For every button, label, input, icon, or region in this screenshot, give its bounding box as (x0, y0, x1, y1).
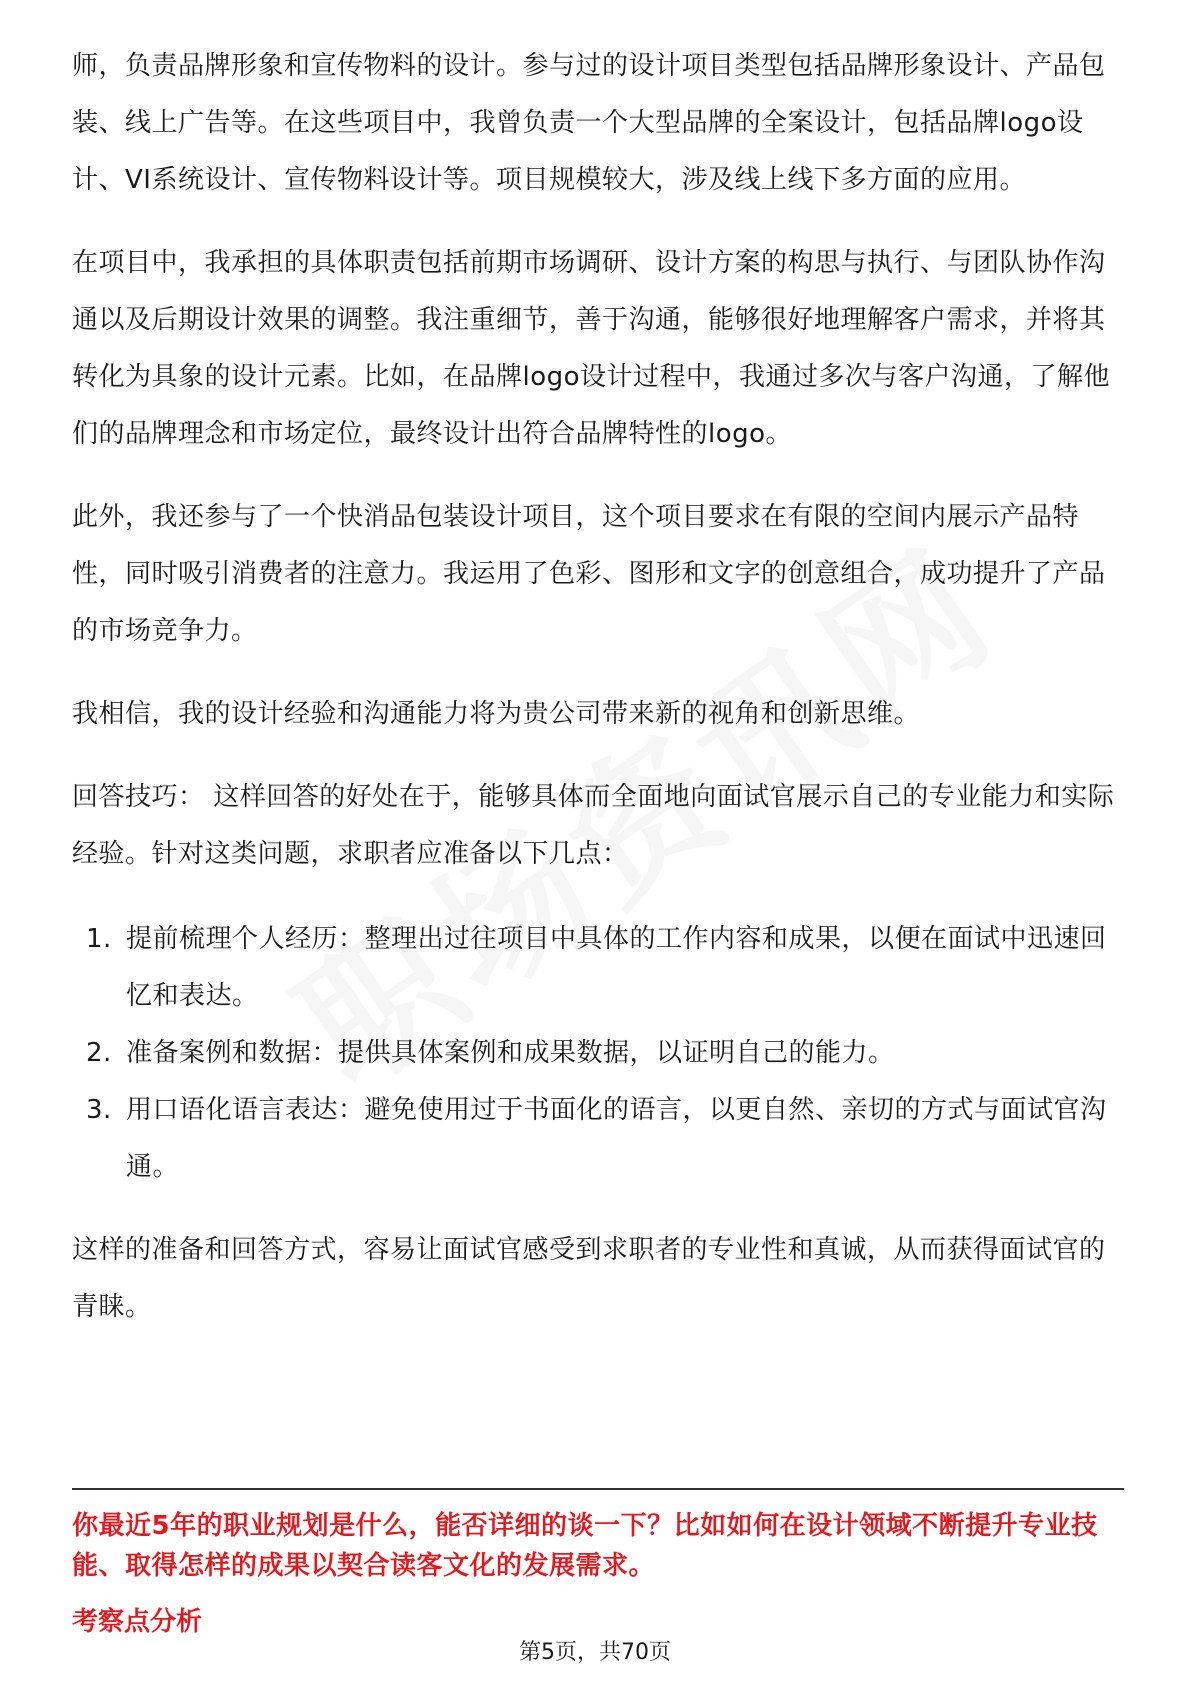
paragraph-3: 此外，我还参与了一个快消品包装设计项目，这个项目要求在有限的空间内展示产品特性，同时吸引消费者的注意力。我运用了色彩、图形和文字的创意组合，成功提升了产品的市场竞争力。 (72, 502, 1106, 646)
answer-tips-paragraph: 回答技巧： 这样回答的好处在于，能够具体而全面地向面试官展示自己的专业能力和实际经验。针对这类问题，求职者应准备以下几点： (72, 782, 1115, 869)
list-item (72, 1025, 1124, 1082)
list-item-number: 2. (86, 1038, 112, 1068)
list-item-text: 准备案例和数据：提供具体案例和成果数据，以证明自己的能力。 (126, 1038, 895, 1068)
section-title: 考察点分析 (72, 1607, 203, 1637)
tips-list (72, 911, 1124, 1196)
list-item (72, 1082, 1124, 1196)
list-item-number: 1. (86, 924, 112, 954)
section-divider (72, 1488, 1124, 1490)
closing-paragraph: 这样的准备和回答方式，容易让面试官感受到求职者的专业性和真诚，从而获得面试官的青睐。 (72, 1235, 1106, 1322)
list-item (72, 911, 1124, 1025)
paragraph-1: 师，负责品牌形象和宣传物料的设计。参与过的设计项目类型包括品牌形象设计、产品包装、线上广告等。在这些项目中，我曾负责一个大型品牌的全案设计，包括品牌logo设计、VI系统设计、宣传物料设计等。项目规模较大，涉及线上线下多方面的应用。 (72, 51, 1106, 195)
list-item-text: 用口语化语言表达：避免使用过于书面化的语言，以更自然、亲切的方式与面试官沟通。 (126, 1095, 1107, 1182)
page-number: 第5页，共70页 (519, 1640, 671, 1665)
document-body (72, 38, 1124, 1362)
interview-question: 你最近5年的职业规划是什么，能否详细的谈一下？比如如何在设计领域不断提升专业技能、取得怎样的成果以契合读客文化的发展需求。 (72, 1511, 1098, 1581)
paragraph-2: 在项目中，我承担的具体职责包括前期市场调研、设计方案的构思与执行、与团队协作沟通以及后期设计效果的调整。我注重细节，善于沟通，能够很好地理解客户需求，并将其转化为具象的设计元素。比如，在品牌logo设计过程中，我通过多次与客户沟通，了解他们的品牌理念和市场定位，最终设计出符合品牌特性的logo。 (72, 248, 1111, 449)
paragraph-4: 我相信，我的设计经验和沟通能力将为贵公司带来新的视角和创新思维。 (72, 699, 921, 729)
list-item-number: 3. (86, 1095, 112, 1125)
list-item-text: 提前梳理个人经历：整理出过往项目中具体的工作内容和成果，以便在面试中迅速回忆和表达。 (126, 924, 1107, 1011)
